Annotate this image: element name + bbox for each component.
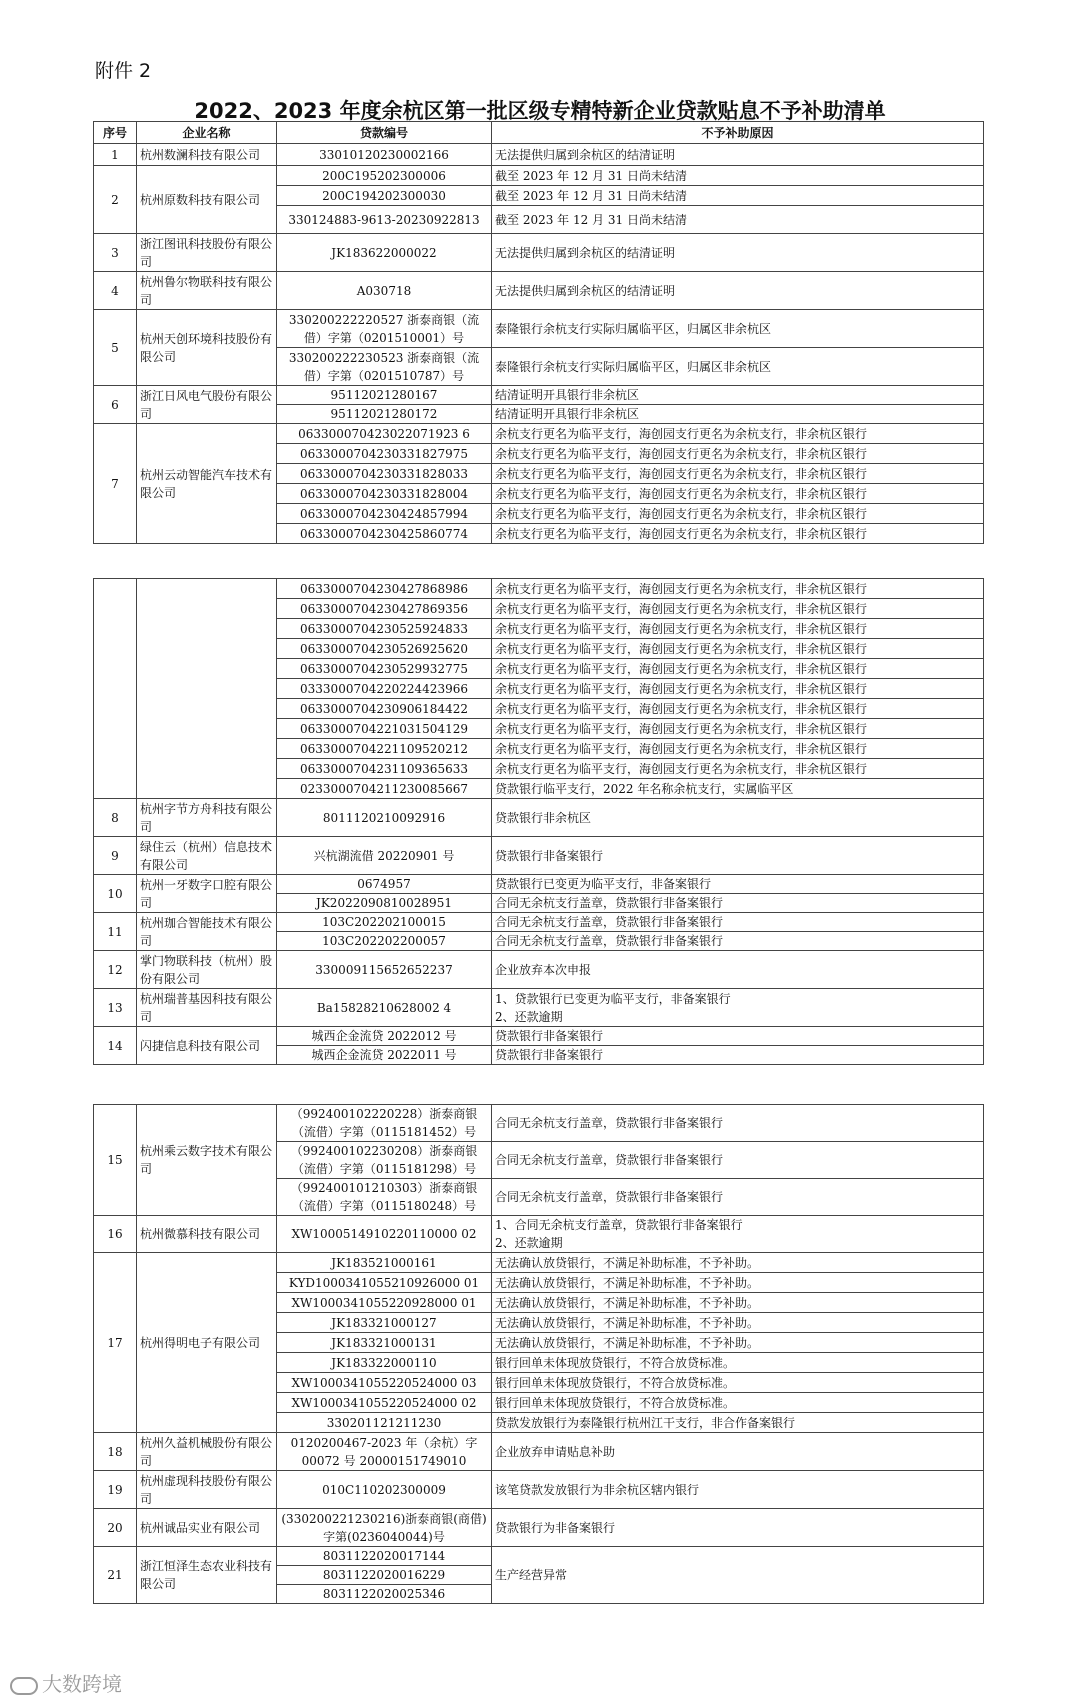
table-row xyxy=(94,1547,984,1566)
loan-number: 8031122020025346 xyxy=(277,1585,492,1604)
loan-number: 330200222220527 浙泰商银（流借）字第（0201510001）号 xyxy=(277,310,492,348)
loan-number: A030718 xyxy=(277,272,492,310)
reason: 余杭支行更名为临平支行，海创园支行更名为余杭支行，非余杭区银行 xyxy=(492,639,984,659)
reason: 截至 2023 年 12 月 31 日尚未结清 xyxy=(492,206,984,234)
company-name: 杭州得明电子有限公司 xyxy=(137,1253,277,1433)
row-number: 16 xyxy=(94,1216,137,1253)
reason: 合同无余杭支行盖章，贷款银行非备案银行 xyxy=(492,1105,984,1142)
reason: 合同无余杭支行盖章，贷款银行非备案银行 xyxy=(492,913,984,932)
loan-number: 103C202202100015 xyxy=(277,913,492,932)
loan-number: 8031122020017144 xyxy=(277,1547,492,1566)
loan-number: 0633000704230331827975 xyxy=(277,444,492,464)
reason: 合同无余杭支行盖章，贷款银行非备案银行 xyxy=(492,1179,984,1216)
company-name: 绿住云（杭州）信息技术有限公司 xyxy=(137,837,277,875)
loan-number: JK183321000127 xyxy=(277,1313,492,1333)
loan-number: 0633000704231109365633 xyxy=(277,759,492,779)
table-row xyxy=(94,989,984,1027)
reason: 泰隆银行余杭支行实际归属临平区，归属区非余杭区 xyxy=(492,348,984,386)
row-number: 18 xyxy=(94,1433,137,1471)
loan-number: 0633000704230427868986 xyxy=(277,579,492,599)
watermark-logo-icon xyxy=(10,1677,38,1695)
reason: 余杭支行更名为临平支行，海创园支行更名为余杭支行，非余杭区银行 xyxy=(492,599,984,619)
company-name: 杭州天创环境科技股份有限公司 xyxy=(137,310,277,386)
loan-table-part-1 xyxy=(93,121,984,544)
company-name: 杭州一牙数字口腔有限公司 xyxy=(137,875,277,913)
table-row xyxy=(94,799,984,837)
loan-number: KYD1000341055210926000 01 xyxy=(277,1273,492,1293)
document-title: 2022、2023 年度余杭区第一批区级专精特新企业贷款贴息不予补助清单 xyxy=(194,99,886,123)
row-number: 20 xyxy=(94,1509,137,1547)
row-number: 21 xyxy=(94,1547,137,1604)
company-name: 浙江恒泽生态农业科技有限公司 xyxy=(137,1547,277,1604)
loan-number: XW1000341055220524000 02 xyxy=(277,1393,492,1413)
loan-number: 010C110202300009 xyxy=(277,1471,492,1509)
loan-number: (330200221230216)浙泰商银(商借)字第(0236040044)号 xyxy=(277,1509,492,1547)
row-number: 8 xyxy=(94,799,137,837)
loan-table-part-2 xyxy=(93,578,984,1065)
reason: 无法提供归属到余杭区的结清证明 xyxy=(492,272,984,310)
reason: 无法提供归属到余杭区的结清证明 xyxy=(492,144,984,166)
table-row xyxy=(94,875,984,894)
reason: 余杭支行更名为临平支行，海创园支行更名为余杭支行，非余杭区银行 xyxy=(492,524,984,544)
loan-number: 0120200467-2023 年（余杭）字 00072 号 20000151749010 xyxy=(277,1433,492,1471)
loan-number: 0674957 xyxy=(277,875,492,894)
reason: 余杭支行更名为临平支行，海创园支行更名为余杭支行，非余杭区银行 xyxy=(492,659,984,679)
reason: 结清证明开具银行非余杭区 xyxy=(492,405,984,424)
table-row xyxy=(94,1471,984,1509)
reason: 无法确认放贷银行，不满足补助标准，不予补助。 xyxy=(492,1253,984,1273)
reason: 无法确认放贷银行，不满足补助标准，不予补助。 xyxy=(492,1313,984,1333)
loan-number: 330009115652652237 xyxy=(277,951,492,989)
reason: 贷款银行非备案银行 xyxy=(492,837,984,875)
company-name: 闪捷信息科技有限公司 xyxy=(137,1027,277,1065)
loan-number: （992400102230208）浙泰商银（流借）字第（0115181298）号 xyxy=(277,1142,492,1179)
loan-number: 0633000704230331828004 xyxy=(277,484,492,504)
table-row xyxy=(94,579,984,599)
reason: 合同无余杭支行盖章，贷款银行非备案银行 xyxy=(492,1142,984,1179)
loan-number: 0633000704230425860774 xyxy=(277,524,492,544)
company-name xyxy=(137,579,277,799)
reason: 银行回单未体现放贷银行，不符合放贷标准。 xyxy=(492,1373,984,1393)
reason: 银行回单未体现放贷银行，不符合放贷标准。 xyxy=(492,1353,984,1373)
row-number: 5 xyxy=(94,310,137,386)
reason: 贷款银行非备案银行 xyxy=(492,1046,984,1065)
company-name: 杭州珈合智能技术有限公司 xyxy=(137,913,277,951)
reason: 贷款银行为非备案银行 xyxy=(492,1509,984,1547)
row-number: 4 xyxy=(94,272,137,310)
company-name: 杭州原数科技有限公司 xyxy=(137,166,277,234)
reason: 余杭支行更名为临平支行，海创园支行更名为余杭支行，非余杭区银行 xyxy=(492,739,984,759)
reason: 余杭支行更名为临平支行，海创园支行更名为余杭支行，非余杭区银行 xyxy=(492,504,984,524)
company-name: 掌门物联科技（杭州）股份有限公司 xyxy=(137,951,277,989)
loan-table-part-3 xyxy=(93,1104,984,1604)
loan-number: XW1000514910220110000 02 xyxy=(277,1216,492,1253)
reason: 结清证明开具银行非余杭区 xyxy=(492,386,984,405)
row-number: 17 xyxy=(94,1253,137,1433)
loan-number: 330101202300021​66 xyxy=(277,144,492,166)
loan-number: 330124883-9613-20230922813 xyxy=(277,206,492,234)
watermark-text: 大数跨境 xyxy=(42,1672,122,1696)
loan-number: Ba15828210628002 4 xyxy=(277,989,492,1027)
row-number: 14 xyxy=(94,1027,137,1065)
header-loan-number: 贷款编号 xyxy=(277,122,492,144)
reason: 贷款银行非备案银行 xyxy=(492,1027,984,1046)
loan-number: 8011120210092916 xyxy=(277,799,492,837)
table-row xyxy=(94,951,984,989)
loan-number: 0633000704230529932775 xyxy=(277,659,492,679)
reason: 企业放弃本次申报 xyxy=(492,951,984,989)
loan-number: 200C194202300030 xyxy=(277,186,492,206)
reason: 无法确认放贷银行，不满足补助标准，不予补助。 xyxy=(492,1293,984,1313)
loan-number: 城西企金流贷 2022012 号 xyxy=(277,1027,492,1046)
loan-number: 95112021280172 xyxy=(277,405,492,424)
loan-number: 0633000704230331828033 xyxy=(277,464,492,484)
loan-number: 0633000704230526925620 xyxy=(277,639,492,659)
reason: 企业放弃申请贴息补助 xyxy=(492,1433,984,1471)
reason: 余杭支行更名为临平支行，海创园支行更名为余杭支行，非余杭区银行 xyxy=(492,484,984,504)
reason: 生产经营异常 xyxy=(492,1547,984,1604)
table-row xyxy=(94,272,984,310)
loan-number: 兴杭湖流借 20220901 号 xyxy=(277,837,492,875)
company-name: 杭州字节方舟科技有限公司 xyxy=(137,799,277,837)
table-row xyxy=(94,166,984,186)
table-row xyxy=(94,1433,984,1471)
reason: 余杭支行更名为临平支行，海创园支行更名为余杭支行，非余杭区银行 xyxy=(492,619,984,639)
loan-number: XW1000341055220524000 03 xyxy=(277,1373,492,1393)
header-company: 企业名称 xyxy=(137,122,277,144)
row-number: 3 xyxy=(94,234,137,272)
reason: 贷款银行已变更为临平支行，非备案银行 xyxy=(492,875,984,894)
row-number: 1 xyxy=(94,144,137,166)
loan-number: JK183322000110 xyxy=(277,1353,492,1373)
company-name: 浙江日风电气股份有限公司 xyxy=(137,386,277,424)
row-number: 11 xyxy=(94,913,137,951)
row-number: 15 xyxy=(94,1105,137,1216)
reason: 该笔贷款发放银行为非余杭区辖内银行 xyxy=(492,1471,984,1509)
table-row xyxy=(94,913,984,932)
table-row xyxy=(94,144,984,166)
loan-number: 330200222230523 浙泰商银（流借）字第（0201510787）号 xyxy=(277,348,492,386)
reason: 余杭支行更名为临平支行，海创园支行更名为余杭支行，非余杭区银行 xyxy=(492,579,984,599)
loan-number: 95112021280167 xyxy=(277,386,492,405)
loan-number: 0233000704211230085667 xyxy=(277,779,492,799)
loan-number: 0633000704221109520212 xyxy=(277,739,492,759)
table-row xyxy=(94,1027,984,1046)
reason: 合同无余杭支行盖章，贷款银行非备案银行 xyxy=(492,932,984,951)
reason: 余杭支行更名为临平支行，海创园支行更名为余杭支行，非余杭区银行 xyxy=(492,759,984,779)
company-name: 杭州瑞普基因科技有限公司 xyxy=(137,989,277,1027)
loan-number: 063300070423022071923 6 xyxy=(277,424,492,444)
loan-number: 0633000704230525924833 xyxy=(277,619,492,639)
loan-number: JK183521000161 xyxy=(277,1253,492,1273)
loan-number: JK2022090810028951 xyxy=(277,894,492,913)
company-name: 杭州诚品实业有限公司 xyxy=(137,1509,277,1547)
attachment-label: 附件 2 xyxy=(95,60,152,82)
loan-number: 0633000704221031504129 xyxy=(277,719,492,739)
loan-number: 330201121211230 xyxy=(277,1413,492,1433)
table-row xyxy=(94,1509,984,1547)
reason: 银行回单未体现放贷银行，不符合放贷标准。 xyxy=(492,1393,984,1413)
reason: 贷款银行临平支行，2022 年名称余杭支行，实属临平区 xyxy=(492,779,984,799)
loan-number: 0333000704220224423966 xyxy=(277,679,492,699)
table-row xyxy=(94,234,984,272)
company-name: 浙江图讯科技股份有限公司 xyxy=(137,234,277,272)
loan-number: 城西企金流贷 2022011 号 xyxy=(277,1046,492,1065)
reason: 1、贷款银行已变更为临平支行，非备案银行 2、还款逾期 xyxy=(492,989,984,1027)
table-row xyxy=(94,837,984,875)
table-row xyxy=(94,424,984,444)
table-header-row xyxy=(94,122,984,144)
reason: 余杭支行更名为临平支行，海创园支行更名为余杭支行，非余杭区银行 xyxy=(492,424,984,444)
row-number: 6 xyxy=(94,386,137,424)
reason: 余杭支行更名为临平支行，海创园支行更名为余杭支行，非余杭区银行 xyxy=(492,679,984,699)
loan-number: 8031122020016229 xyxy=(277,1566,492,1585)
loan-number: XW1000341055220928000 01 xyxy=(277,1293,492,1313)
reason: 无法提供归属到余杭区的结清证明 xyxy=(492,234,984,272)
row-number xyxy=(94,579,137,799)
reason: 余杭支行更名为临平支行，海创园支行更名为余杭支行，非余杭区银行 xyxy=(492,464,984,484)
header-no: 序号 xyxy=(94,122,137,144)
loan-number: （992400102220228）浙泰商银（流借）字第（0115181452）号 xyxy=(277,1105,492,1142)
company-name: 杭州鲁尔物联科技有限公司 xyxy=(137,272,277,310)
table-row xyxy=(94,1216,984,1253)
row-number: 2 xyxy=(94,166,137,234)
watermark xyxy=(10,1668,122,1697)
loan-number: 0633000704230424857994 xyxy=(277,504,492,524)
reason: 无法确认放贷银行，不满足补助标准，不予补助。 xyxy=(492,1273,984,1293)
company-name: 杭州云动智能汽车技术有限公司 xyxy=(137,424,277,544)
row-number: 10 xyxy=(94,875,137,913)
reason: 余杭支行更名为临平支行，海创园支行更名为余杭支行，非余杭区银行 xyxy=(492,699,984,719)
reason: 余杭支行更名为临平支行，海创园支行更名为余杭支行，非余杭区银行 xyxy=(492,444,984,464)
reason: 合同无余杭支行盖章，贷款银行非备案银行 xyxy=(492,894,984,913)
reason: 截至 2023 年 12 月 31 日尚未结清 xyxy=(492,186,984,206)
company-name: 杭州乘云数字技术有限公司 xyxy=(137,1105,277,1216)
reason: 截至 2023 年 12 月 31 日尚未结清 xyxy=(492,166,984,186)
company-name: 杭州微慕科技有限公司 xyxy=(137,1216,277,1253)
loan-number: （992400101210303）浙泰商银（流借）字第（0115180248）号 xyxy=(277,1179,492,1216)
loan-number: 103C202202200057 xyxy=(277,932,492,951)
row-number: 9 xyxy=(94,837,137,875)
loan-number: JK183622000022 xyxy=(277,234,492,272)
loan-number: JK183321000131 xyxy=(277,1333,492,1353)
reason: 贷款银行非余杭区 xyxy=(492,799,984,837)
row-number: 13 xyxy=(94,989,137,1027)
company-name: 杭州久益机械股份有限公司 xyxy=(137,1433,277,1471)
row-number: 12 xyxy=(94,951,137,989)
table-row xyxy=(94,310,984,348)
reason: 1、合同无余杭支行盖章，贷款银行非备案银行 2、还款逾期 xyxy=(492,1216,984,1253)
loan-number: 0633000704230427869356 xyxy=(277,599,492,619)
loan-number: 0633000704230906184422 xyxy=(277,699,492,719)
company-name: 杭州虚现科技股份有限公司 xyxy=(137,1471,277,1509)
table-row xyxy=(94,1105,984,1142)
reason: 余杭支行更名为临平支行，海创园支行更名为余杭支行，非余杭区银行 xyxy=(492,719,984,739)
company-name: 杭州数澜科技有限公司 xyxy=(137,144,277,166)
table-row xyxy=(94,1253,984,1273)
loan-number: 200C195202300006 xyxy=(277,166,492,186)
row-number: 19 xyxy=(94,1471,137,1509)
row-number: 7 xyxy=(94,424,137,544)
reason: 无法确认放贷银行，不满足补助标准，不予补助。 xyxy=(492,1333,984,1353)
reason: 贷款发放银行为泰隆银行杭州江干支行，非合作备案银行 xyxy=(492,1413,984,1433)
table-row xyxy=(94,386,984,405)
reason: 泰隆银行余杭支行实际归属临平区，归属区非余杭区 xyxy=(492,310,984,348)
header-reason: 不予补助原因 xyxy=(492,122,984,144)
